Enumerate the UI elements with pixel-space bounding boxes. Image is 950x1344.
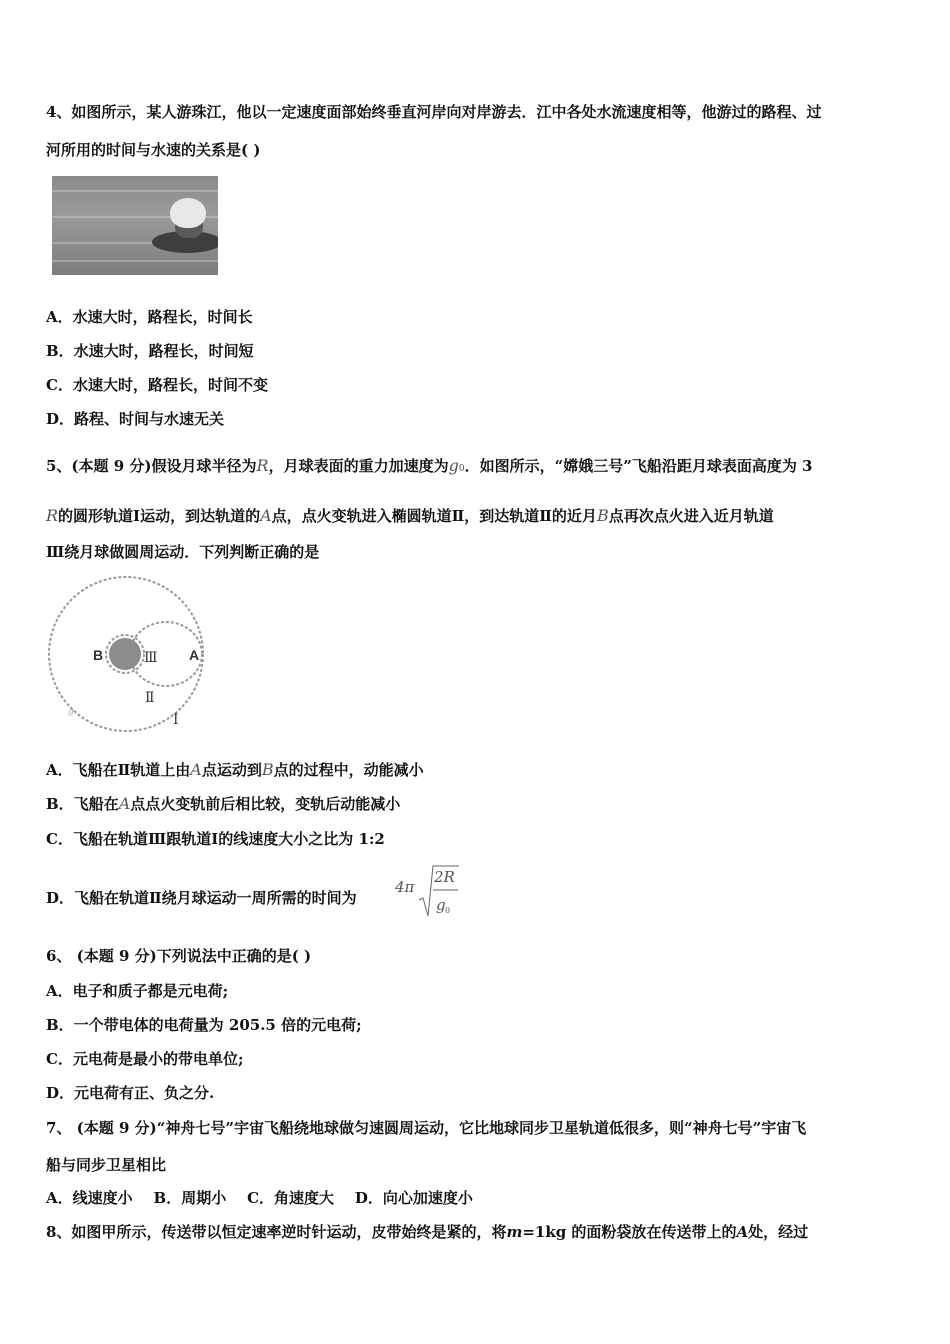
symbol-g0: g0 xyxy=(448,456,465,475)
q6-stem: 6、 (本题 9 分)下列说法中正确的是( ) xyxy=(46,947,312,965)
q5-option-a: A．飞船在Ⅱ轨道上由A点运动到B点的过程中，动能减小 xyxy=(46,760,424,779)
label-III: Ⅲ xyxy=(144,650,158,666)
period-formula xyxy=(395,860,465,920)
q4-option-a: A．水速大时，路程长，时间长 xyxy=(46,308,253,326)
symbol-m: m xyxy=(506,1223,523,1241)
label-II: Ⅱ xyxy=(145,690,155,706)
swimmer-photo xyxy=(52,176,218,275)
q8-stem-line1: 8、如图甲所示，传送带以恒定速率逆时针运动，皮带始终是紧的，将m=1kg 的面粉袋放在传送带上的A处，经过 xyxy=(46,1223,809,1241)
formula-coef: 4π xyxy=(395,878,415,896)
q5-stem-line2: R的圆形轨道Ⅰ运动，到达轨道的A点，点火变轨进入椭圆轨道Ⅱ，到达轨道Ⅱ的近月B点再次点火进入近月轨道 xyxy=(46,506,774,525)
q5-option-d: D．飞船在轨道Ⅱ绕月球运动一周所需的时间为 xyxy=(46,889,357,907)
q6-option-b: B．一个带电体的电荷量为 205.5 倍的元电荷; xyxy=(46,1016,362,1034)
q4-option-c: C．水速大时，路程长，时间不变 xyxy=(46,376,268,394)
q5-stem-line3: Ⅲ绕月球做圆周运动．下列判断正确的是 xyxy=(46,543,320,561)
formula-num: 2R xyxy=(434,868,455,886)
orbit-diagram xyxy=(44,574,214,734)
symbol-R: R xyxy=(256,456,269,475)
label-g: g xyxy=(68,707,74,717)
label-I: Ⅰ xyxy=(173,712,179,728)
formula-den: g xyxy=(436,896,446,914)
symbol-A: A xyxy=(736,1223,749,1241)
q6-option-c: C．元电荷是最小的带电单位; xyxy=(46,1050,244,1068)
q6-option-a: A．电子和质子都是元电荷; xyxy=(46,982,229,1000)
q5-option-b: B．飞船在A点点火变轨前后相比较，变轨后动能减小 xyxy=(46,794,401,813)
q5-option-c: C．飞船在轨道Ⅲ跟轨道Ⅰ的线速度大小之比为 1:2 xyxy=(46,830,385,848)
q4-option-d: D．路程、时间与水速无关 xyxy=(46,410,225,428)
q7-options: A．线速度小 B．周期小 C．角速度大 D．向心加速度小 xyxy=(46,1189,473,1207)
q4-option-b: B．水速大时，路程长，时间短 xyxy=(46,342,254,360)
q4-stem-line1: 4、如图所示，某人游珠江，他以一定速度面部始终垂直河岸向对岸游去．江中各处水流速度相等，他游过的路程、过 xyxy=(46,103,822,121)
q4-stem-line2: 河所用的时间与水速的关系是( ) xyxy=(46,141,261,159)
label-B: B xyxy=(93,647,104,663)
q6-option-d: D．元电荷有正、负之分. xyxy=(46,1084,215,1102)
q5-stem-line1: 5、(本题 9 分)假设月球半径为R，月球表面的重力加速度为g0．如图所示，“嫦娥三号”飞船沿距月球表面高度为 3 xyxy=(46,456,813,475)
label-A: A xyxy=(189,647,200,663)
formula-den-sub: 0 xyxy=(445,906,451,915)
q7-stem-line1: 7、 (本题 9 分)“神舟七号”宇宙飞船绕地球做匀速圆周运动，它比地球同步卫星轨道低很多，则“神舟七号”宇宙飞 xyxy=(46,1119,807,1137)
moon xyxy=(109,638,141,670)
q7-stem-line2: 船与同步卫星相比 xyxy=(46,1156,167,1174)
